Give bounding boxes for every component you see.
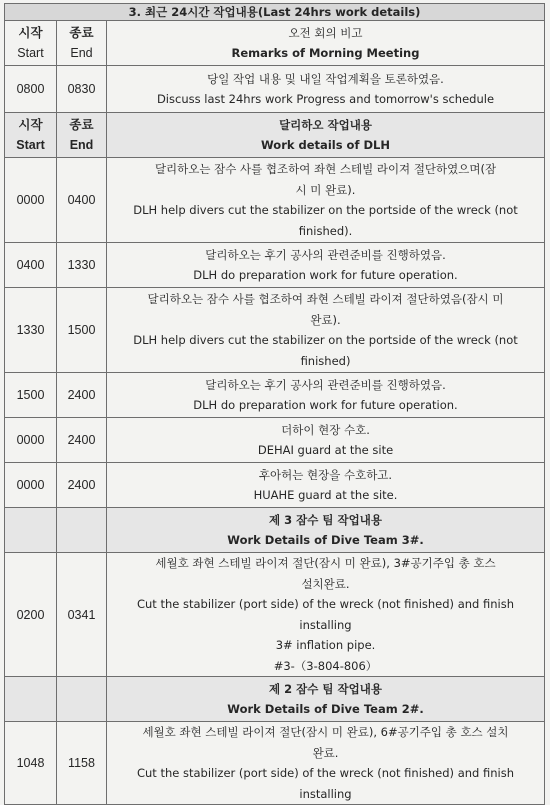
description-line: 설치완료.: [301, 576, 350, 591]
description-line: 시 미 완료).: [295, 182, 356, 197]
description-line: 완료).: [310, 312, 341, 327]
description-line: 달리하오는 후기 공사의 관련준비를 진행하였음.: [205, 247, 446, 262]
morning-title-en: Remarks of Morning Meeting: [231, 46, 420, 60]
description-cell: [107, 373, 545, 418]
table-row: [5, 722, 545, 805]
table-row: [5, 463, 545, 508]
start-time-cell: 0200: [5, 553, 57, 677]
dlh-header-row: [5, 113, 545, 158]
start-column-header: [5, 113, 57, 158]
description-cell: [107, 553, 545, 677]
end-time-cell: 1158: [57, 722, 107, 805]
description-line: DLH do preparation work for future operation.: [193, 398, 458, 412]
morning-meeting-title: [107, 21, 545, 66]
team2-section-title: [107, 677, 545, 722]
start-time-cell: 0000: [5, 463, 57, 508]
end-time-cell: 1500: [57, 288, 107, 373]
description-line: 3# inflation pipe.: [275, 638, 376, 652]
end-time-cell: 0400: [57, 158, 107, 243]
table-row: [5, 158, 545, 243]
start-time-cell: 1330: [5, 288, 57, 373]
start-column-header: [5, 21, 57, 66]
description-line: finished): [300, 353, 351, 368]
dlh-title-en: Work details of DLH: [261, 138, 390, 152]
blank-cell: [5, 508, 57, 553]
description-line: Cut the stabilizer (port side) of the wreck (not finished) and finish installing: [136, 766, 515, 801]
start-ko-label: 시작: [18, 118, 43, 132]
blank-cell: [57, 677, 107, 722]
description-line: DLH do preparation work for future operation.: [193, 268, 458, 282]
end-time-cell: 2400: [57, 463, 107, 508]
description-cell: [107, 288, 545, 373]
start-time-cell: 0400: [5, 243, 57, 288]
description-line: 세월호 좌현 스테빌 라이져 절단(잠시 미 완료), 6#공기주입 총 호스 설치: [142, 725, 509, 739]
end-time-cell: 2400: [57, 373, 107, 418]
team3-section-title: [107, 508, 545, 553]
section-title: 3. 최근 24시간 작업내용(Last 24hrs work details): [5, 4, 545, 21]
description-line: 완료.: [312, 745, 339, 760]
end-ko-label: 종료: [69, 118, 94, 132]
end-column-header: [57, 113, 107, 158]
start-time-cell: 1048: [5, 722, 57, 805]
description-line: 달리하오는 후기 공사의 관련준비를 진행하였음.: [205, 377, 446, 392]
table-row: [5, 243, 545, 288]
team2-header-row: [5, 677, 545, 722]
table-row: [5, 373, 545, 418]
end-time-cell: 0830: [57, 66, 107, 113]
team3-title-en: Work Details of Dive Team 3#.: [227, 533, 424, 547]
morning-header-row: [5, 21, 545, 66]
start-time-cell: 1500: [5, 373, 57, 418]
description-line: 더하이 현장 수호.: [281, 422, 370, 437]
description-line: DLH help divers cut the stabilizer on the portside of the wreck (not: [133, 203, 518, 217]
team2-title-ko: 제 2 잠수 팀 작업내용: [269, 681, 382, 696]
description-cell: [107, 158, 545, 243]
description-line: #3-（3-804-806）: [273, 658, 378, 673]
end-en-label: End: [69, 138, 94, 152]
section-title-row: [5, 4, 545, 21]
team3-header-row: [5, 508, 545, 553]
description-cell: [107, 722, 545, 805]
table-row: [5, 66, 545, 113]
table-row: [5, 288, 545, 373]
end-time-cell: 1330: [57, 243, 107, 288]
description-cell: [107, 418, 545, 463]
start-time-cell: 0000: [5, 158, 57, 243]
end-column-header: [57, 21, 107, 66]
team3-title-ko: 제 3 잠수 팀 작업내용: [269, 512, 382, 527]
end-time-cell: 2400: [57, 418, 107, 463]
start-en-label: Start: [17, 46, 44, 60]
morning-title-ko: 오전 회의 비고: [288, 25, 363, 40]
end-en-label: End: [70, 46, 93, 60]
description-cell: [107, 66, 545, 113]
description-line: finished).: [298, 223, 353, 238]
description-line: DLH help divers cut the stabilizer on the portside of the wreck (not: [133, 333, 518, 347]
description-ko: 당일 작업 내용 및 내일 작업계획을 토론하였음.: [207, 71, 444, 86]
description-line: DEHAI guard at the site: [257, 443, 394, 457]
description-line: 달리하오는 잠수 사를 협조하여 좌현 스테빌 라이져 절단하였음(잠시 미: [147, 292, 504, 306]
work-details-table: [4, 3, 545, 805]
table-row: [5, 418, 545, 463]
start-ko-label: 시작: [18, 26, 43, 40]
end-ko-label: 종료: [69, 26, 94, 40]
description-cell: [107, 463, 545, 508]
description-line: HUAHE guard at the site.: [253, 488, 398, 502]
end-time-cell: 0341: [57, 553, 107, 677]
description-en: Discuss last 24hrs work Progress and tomorrow's schedule: [156, 92, 495, 106]
description-line: Cut the stabilizer (port side) of the wreck (not finished) and finish installing: [136, 597, 515, 632]
description-line: 달리하오는 잠수 사를 협조하여 좌현 스테빌 라이져 절단하였으며(잠: [154, 162, 497, 176]
start-en-label: Start: [16, 138, 45, 152]
description-line: 세월호 좌현 스테빌 라이져 절단(잠시 미 완료), 3#공기주입 총 호스: [155, 556, 496, 570]
description-line: 후아허는 현장을 수호하고.: [258, 467, 393, 482]
blank-cell: [57, 508, 107, 553]
blank-cell: [5, 677, 57, 722]
table-row: [5, 553, 545, 677]
start-time-cell: 0800: [5, 66, 57, 113]
dlh-section-title: [107, 113, 545, 158]
description-cell: [107, 243, 545, 288]
start-time-cell: 0000: [5, 418, 57, 463]
dlh-title-ko: 달리하오 작업내용: [279, 117, 372, 132]
team2-title-en: Work Details of Dive Team 2#.: [227, 702, 424, 716]
